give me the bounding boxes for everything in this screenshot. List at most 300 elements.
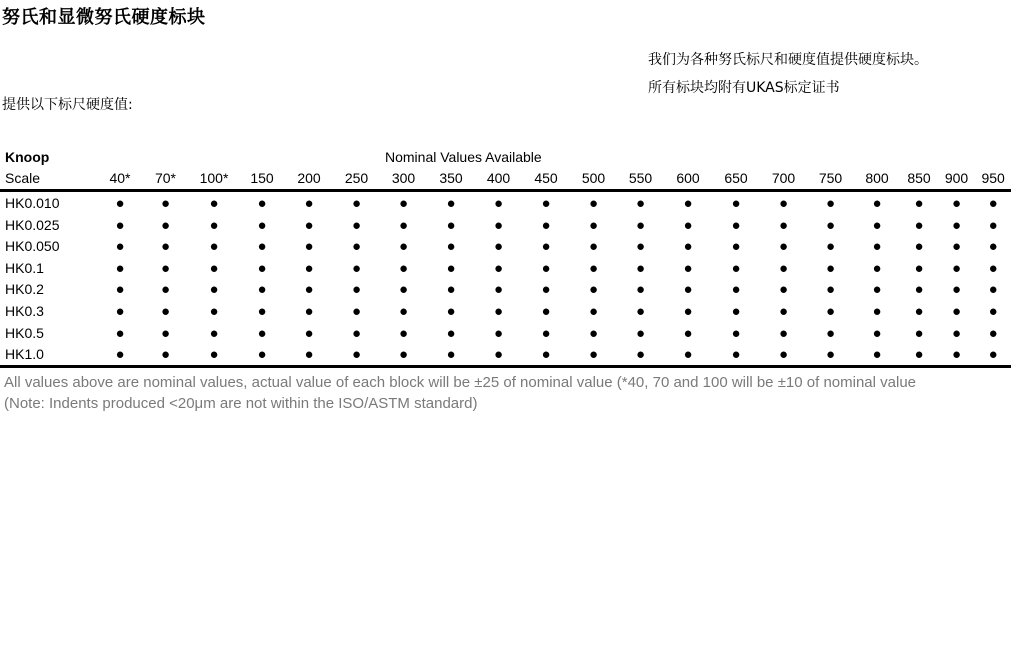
availability-cell (900, 214, 938, 236)
availability-dot: ● (731, 238, 741, 256)
column-header: 800 (854, 168, 900, 191)
availability-dot: ● (951, 216, 962, 234)
availability-dot: ● (398, 281, 409, 299)
column-header: 200 (285, 168, 333, 191)
availability-cell (380, 343, 427, 366)
column-header: 150 (239, 168, 285, 191)
availability-cell (333, 235, 380, 257)
availability-cell (380, 322, 427, 344)
availability-dot: ● (257, 281, 267, 299)
column-header: 650 (712, 168, 760, 191)
availability-cell (807, 191, 854, 214)
availability-dot: ● (446, 281, 456, 299)
availability-cell (239, 279, 285, 301)
availability-dot: ● (541, 302, 551, 320)
column-header: 100* (189, 168, 239, 191)
availability-dot: ● (914, 302, 924, 320)
availability-dot: ● (115, 259, 125, 277)
availability-dot: ● (257, 238, 267, 256)
availability-cell (98, 343, 142, 366)
column-header: 400 (475, 168, 522, 191)
table-row (0, 300, 1011, 322)
availability-dot: ● (988, 324, 998, 342)
availability-cell (664, 322, 712, 344)
availability-cell (938, 322, 975, 344)
availability-dot: ● (304, 238, 314, 256)
availability-dot: ● (446, 346, 456, 364)
availability-cell (475, 343, 522, 366)
availability-cell (427, 343, 475, 366)
availability-cell (854, 235, 900, 257)
availability-dot: ● (351, 238, 362, 256)
hardness-table-container (0, 146, 1005, 368)
availability-dot: ● (160, 259, 171, 277)
availability-dot: ● (398, 238, 409, 256)
table-row (0, 322, 1011, 344)
availability-dot: ● (778, 302, 789, 320)
availability-cell (807, 214, 854, 236)
header-nominal-values: Nominal Values Available (385, 148, 542, 165)
availability-dot: ● (257, 259, 267, 277)
availability-dot: ● (825, 216, 836, 234)
availability-dot: ● (683, 216, 693, 234)
availability-cell (938, 300, 975, 322)
availability-dot: ● (351, 324, 362, 342)
availability-dot: ● (304, 324, 314, 342)
availability-cell (807, 257, 854, 279)
availability-cell (285, 235, 333, 257)
availability-cell (807, 322, 854, 344)
availability-dot: ● (588, 281, 599, 299)
availability-dot: ● (493, 281, 504, 299)
page-title: 努氏和显微努氏硬度标块 (2, 7, 206, 28)
column-header: 950 (975, 168, 1011, 191)
availability-dot: ● (398, 259, 409, 277)
availability-cell (760, 235, 807, 257)
availability-dot: ● (304, 259, 314, 277)
availability-dot: ● (493, 302, 504, 320)
availability-dot: ● (872, 346, 882, 364)
availability-dot: ● (988, 281, 998, 299)
availability-cell (664, 191, 712, 214)
availability-cell (522, 300, 570, 322)
availability-cell (427, 235, 475, 257)
column-header: 70* (142, 168, 189, 191)
availability-cell (98, 300, 142, 322)
availability-dot: ● (257, 346, 267, 364)
availability-dot: ● (493, 259, 504, 277)
availability-dot: ● (446, 238, 456, 256)
availability-dot: ● (351, 194, 362, 212)
availability-dot: ● (351, 302, 362, 320)
column-header: 850 (900, 168, 938, 191)
availability-cell (854, 214, 900, 236)
availability-cell (975, 257, 1011, 279)
availability-cell (712, 214, 760, 236)
availability-dot: ● (304, 194, 314, 212)
availability-cell (854, 300, 900, 322)
availability-cell (142, 279, 189, 301)
availability-dot: ● (951, 238, 962, 256)
row-scale-label: HK0.010 (5, 194, 60, 211)
availability-cell (570, 235, 617, 257)
availability-dot: ● (304, 216, 314, 234)
availability-cell (760, 214, 807, 236)
availability-cell (664, 235, 712, 257)
availability-cell (239, 257, 285, 279)
availability-dot: ● (446, 302, 456, 320)
availability-cell (570, 322, 617, 344)
availability-cell (522, 214, 570, 236)
availability-dot: ● (988, 302, 998, 320)
availability-cell (975, 322, 1011, 344)
availability-cell (760, 279, 807, 301)
availability-dot: ● (493, 194, 504, 212)
availability-cell (427, 279, 475, 301)
availability-cell (427, 257, 475, 279)
availability-cell (938, 343, 975, 366)
availability-dot: ● (914, 194, 924, 212)
availability-cell (570, 300, 617, 322)
availability-cell (189, 300, 239, 322)
availability-dot: ● (304, 346, 314, 364)
availability-dot: ● (778, 324, 789, 342)
availability-cell (475, 279, 522, 301)
availability-dot: ● (588, 324, 599, 342)
availability-dot: ● (988, 238, 998, 256)
availability-dot: ● (872, 302, 882, 320)
availability-dot: ● (541, 238, 551, 256)
availability-cell (98, 322, 142, 344)
availability-cell (617, 235, 664, 257)
availability-cell (239, 300, 285, 322)
availability-cell (570, 279, 617, 301)
availability-cell (938, 191, 975, 214)
availability-dot: ● (635, 194, 646, 212)
availability-cell (189, 191, 239, 214)
footnote-line-2: (Note: Indents produced <20μm are not within the ISO/ASTM standard) (4, 395, 478, 412)
table-header-row-columns (0, 168, 1011, 191)
availability-dot: ● (257, 324, 267, 342)
availability-dot: ● (541, 324, 551, 342)
availability-cell (285, 257, 333, 279)
availability-dot: ● (160, 194, 171, 212)
availability-dot: ● (351, 259, 362, 277)
availability-cell (975, 235, 1011, 257)
availability-cell (712, 191, 760, 214)
availability-cell (900, 279, 938, 301)
availability-dot: ● (951, 302, 962, 320)
column-header: 40* (98, 168, 142, 191)
availability-cell (522, 279, 570, 301)
row-scale-label: HK0.050 (5, 238, 60, 255)
availability-dot: ● (257, 194, 267, 212)
availability-dot: ● (588, 238, 599, 256)
availability-cell (239, 343, 285, 366)
availability-cell (333, 214, 380, 236)
availability-cell (900, 300, 938, 322)
availability-cell (760, 191, 807, 214)
availability-cell (285, 191, 333, 214)
availability-dot: ● (825, 238, 836, 256)
availability-dot: ● (351, 281, 362, 299)
availability-cell (142, 257, 189, 279)
availability-cell (522, 343, 570, 366)
availability-dot: ● (825, 281, 836, 299)
column-header: 600 (664, 168, 712, 191)
availability-dot: ● (951, 346, 962, 364)
availability-dot: ● (398, 324, 409, 342)
availability-dot: ● (825, 302, 836, 320)
availability-dot: ● (731, 302, 741, 320)
availability-cell (333, 257, 380, 279)
availability-cell (427, 322, 475, 344)
availability-dot: ● (209, 216, 219, 234)
availability-cell (142, 214, 189, 236)
availability-dot: ● (588, 346, 599, 364)
availability-cell (285, 214, 333, 236)
row-scale-label: HK1.0 (0, 343, 98, 366)
availability-dot: ● (825, 194, 836, 212)
availability-cell (760, 257, 807, 279)
availability-cell (380, 279, 427, 301)
availability-cell (975, 214, 1011, 236)
availability-dot: ● (115, 346, 125, 364)
availability-dot: ● (872, 194, 882, 212)
availability-dot: ● (635, 302, 646, 320)
availability-cell (189, 322, 239, 344)
column-header: 350 (427, 168, 475, 191)
availability-cell (380, 235, 427, 257)
availability-dot: ● (951, 324, 962, 342)
availability-cell (475, 257, 522, 279)
availability-dot: ● (635, 216, 646, 234)
availability-dot: ● (115, 281, 125, 299)
availability-dot: ● (398, 194, 409, 212)
availability-dot: ● (683, 194, 693, 212)
availability-dot: ● (778, 346, 789, 364)
availability-cell (900, 235, 938, 257)
table-row (0, 279, 1011, 301)
availability-cell (98, 279, 142, 301)
footnote-line-1: All values above are nominal values, actual value of each block will be ±25 of nominal value (*40, 70 and 100 will be ±10 of nominal value (4, 374, 917, 391)
availability-dot: ● (683, 346, 693, 364)
column-header: 450 (522, 168, 570, 191)
availability-dot: ● (731, 194, 741, 212)
availability-cell (522, 191, 570, 214)
availability-cell (807, 300, 854, 322)
availability-cell (900, 257, 938, 279)
availability-dot: ● (951, 281, 962, 299)
availability-cell (712, 300, 760, 322)
availability-cell (712, 343, 760, 366)
availability-dot: ● (209, 259, 219, 277)
availability-dot: ● (115, 216, 125, 234)
availability-cell (807, 235, 854, 257)
availability-cell (189, 235, 239, 257)
table-row (0, 214, 1011, 236)
intro-left: 提供以下标尺硬度值: (2, 97, 133, 113)
table-row (0, 343, 1011, 366)
availability-cell (380, 214, 427, 236)
availability-cell (760, 300, 807, 322)
availability-cell (975, 279, 1011, 301)
availability-cell (189, 214, 239, 236)
availability-cell (712, 279, 760, 301)
availability-cell (380, 191, 427, 214)
availability-cell (239, 191, 285, 214)
availability-cell (712, 322, 760, 344)
availability-cell (617, 191, 664, 214)
availability-cell (333, 343, 380, 366)
availability-dot: ● (446, 194, 456, 212)
availability-cell (475, 300, 522, 322)
availability-dot: ● (988, 259, 998, 277)
availability-dot: ● (872, 216, 882, 234)
availability-dot: ● (446, 324, 456, 342)
availability-dot: ● (588, 194, 599, 212)
availability-dot: ● (731, 281, 741, 299)
availability-cell (98, 235, 142, 257)
availability-dot: ● (351, 346, 362, 364)
availability-dot: ● (683, 281, 693, 299)
availability-dot: ● (493, 324, 504, 342)
availability-cell (285, 279, 333, 301)
availability-dot: ● (683, 324, 693, 342)
availability-dot: ● (988, 346, 998, 364)
availability-cell (760, 343, 807, 366)
availability-dot: ● (115, 194, 125, 212)
availability-dot: ● (872, 238, 882, 256)
availability-cell (427, 214, 475, 236)
availability-cell (285, 300, 333, 322)
availability-dot: ● (115, 238, 125, 256)
availability-cell (333, 279, 380, 301)
availability-cell (900, 191, 938, 214)
availability-cell (239, 235, 285, 257)
column-header: 550 (617, 168, 664, 191)
availability-dot: ● (588, 259, 599, 277)
availability-dot: ● (914, 324, 924, 342)
availability-cell (475, 214, 522, 236)
availability-cell (522, 235, 570, 257)
availability-cell (142, 235, 189, 257)
availability-cell (807, 343, 854, 366)
availability-dot: ● (635, 259, 646, 277)
intro-right-line-2: 所有标块均附有UKAS标定证书 (648, 80, 840, 96)
availability-dot: ● (683, 302, 693, 320)
availability-dot: ● (160, 324, 171, 342)
availability-cell (664, 257, 712, 279)
availability-dot: ● (209, 302, 219, 320)
availability-dot: ● (635, 324, 646, 342)
availability-cell (427, 191, 475, 214)
availability-dot: ● (825, 324, 836, 342)
availability-dot: ● (115, 302, 125, 320)
availability-cell (938, 214, 975, 236)
availability-cell (570, 343, 617, 366)
availability-dot: ● (493, 216, 504, 234)
availability-cell (807, 279, 854, 301)
availability-cell (712, 235, 760, 257)
availability-dot: ● (683, 259, 693, 277)
intro-right (648, 46, 928, 102)
availability-dot: ● (493, 238, 504, 256)
availability-dot: ● (731, 259, 741, 277)
availability-cell (98, 191, 142, 214)
availability-dot: ● (872, 324, 882, 342)
availability-cell (900, 322, 938, 344)
availability-dot: ● (635, 281, 646, 299)
availability-cell (285, 322, 333, 344)
availability-dot: ● (160, 281, 171, 299)
table-row (0, 257, 1011, 279)
availability-cell (475, 191, 522, 214)
column-header: 300 (380, 168, 427, 191)
availability-cell (98, 257, 142, 279)
availability-dot: ● (588, 302, 599, 320)
availability-cell (142, 300, 189, 322)
availability-dot: ● (872, 281, 882, 299)
intro-right-line-1: 我们为各种努氏标尺和硬度值提供硬度标块。 (648, 52, 928, 68)
availability-cell (854, 322, 900, 344)
availability-dot: ● (914, 216, 924, 234)
column-header: 250 (333, 168, 380, 191)
availability-cell (938, 279, 975, 301)
availability-cell (522, 322, 570, 344)
availability-cell (617, 322, 664, 344)
availability-dot: ● (778, 216, 789, 234)
availability-cell (189, 257, 239, 279)
availability-cell (333, 191, 380, 214)
availability-dot: ● (541, 259, 551, 277)
availability-cell (664, 343, 712, 366)
availability-cell (189, 279, 239, 301)
availability-dot: ● (446, 216, 456, 234)
availability-cell (617, 214, 664, 236)
availability-cell (938, 257, 975, 279)
availability-dot: ● (398, 346, 409, 364)
availability-cell (380, 257, 427, 279)
availability-dot: ● (493, 346, 504, 364)
availability-dot: ● (635, 346, 646, 364)
availability-cell (854, 343, 900, 366)
availability-dot: ● (914, 281, 924, 299)
column-header: 900 (938, 168, 975, 191)
availability-cell (664, 300, 712, 322)
availability-dot: ● (257, 216, 267, 234)
availability-dot: ● (914, 346, 924, 364)
availability-cell (570, 257, 617, 279)
availability-cell (854, 279, 900, 301)
availability-dot: ● (951, 194, 962, 212)
availability-dot: ● (541, 216, 551, 234)
availability-dot: ● (731, 324, 741, 342)
availability-cell (142, 322, 189, 344)
availability-dot: ● (160, 238, 171, 256)
availability-dot: ● (988, 194, 998, 212)
availability-cell (617, 343, 664, 366)
availability-cell (142, 343, 189, 366)
availability-cell (900, 343, 938, 366)
availability-cell (285, 343, 333, 366)
availability-cell (760, 322, 807, 344)
footnotes (4, 372, 916, 414)
row-scale-label: HK0.5 (5, 324, 44, 341)
availability-dot: ● (988, 216, 998, 234)
header-scale: Scale (0, 168, 98, 191)
availability-dot: ● (160, 302, 171, 320)
